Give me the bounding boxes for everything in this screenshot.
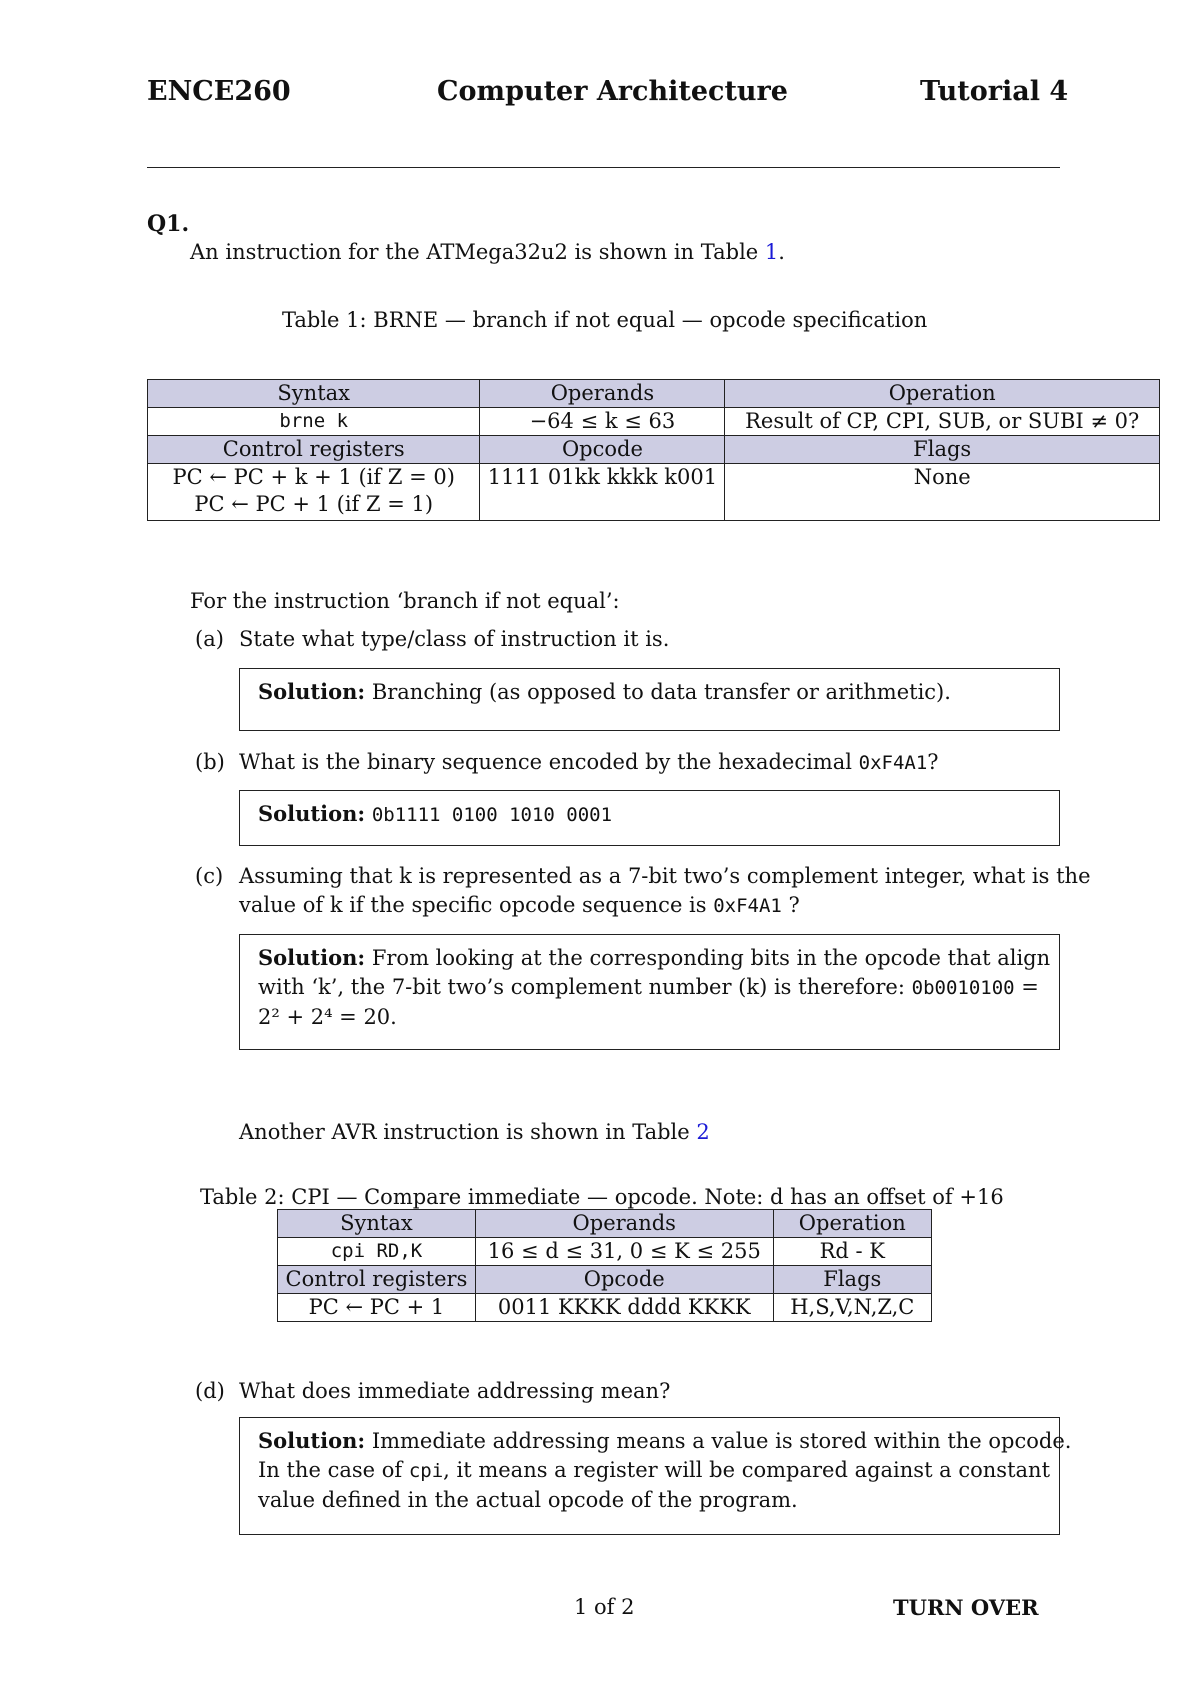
part-d-solution-text2: In the case of	[258, 1458, 409, 1482]
table1-header-opcode: Opcode	[480, 436, 725, 464]
part-b-question-end: ?	[927, 750, 939, 774]
part-d-solution-text2b: , it means a register will be compared against a constant	[443, 1458, 1051, 1482]
table2-header-row	[278, 1210, 932, 1238]
another-instruction	[239, 1118, 710, 1147]
table2-flags: H,S,V,N,Z,C	[773, 1294, 931, 1322]
table2-header-control: Control registers	[278, 1266, 476, 1294]
part-d-solution-text1: Immediate addressing means a value is stored within the opcode.	[371, 1429, 1072, 1453]
part-c-solution-line3: 2² + 2⁴ = 20.	[258, 1005, 397, 1029]
part-d-solution-line1	[258, 1426, 1072, 1456]
part-d-solution-line3: value defined in the actual opcode of the program.	[258, 1488, 798, 1512]
part-c-question	[239, 862, 1091, 921]
turn-over: TURN OVER	[893, 1595, 1039, 1620]
part-c-label: (c)	[195, 864, 224, 888]
part-c-solution-text1: From looking at the corresponding bits in the opcode that align	[371, 946, 1051, 970]
course-title: Computer Architecture	[437, 76, 788, 107]
table1-header-syntax: Syntax	[148, 380, 480, 408]
another-instruction-text: Another AVR instruction is shown in Table	[239, 1120, 697, 1144]
part-c-solution-eq: =	[1014, 975, 1039, 999]
part-c-solution-line2	[258, 973, 1041, 1003]
table2-header-flags: Flags	[773, 1266, 931, 1294]
table1-row-2	[148, 464, 1160, 521]
table1-header-row-2	[148, 436, 1160, 464]
table2-header-opcode: Opcode	[475, 1266, 773, 1294]
table1-flags: None	[725, 464, 1160, 521]
part-b-solution-text: 0b1111 0100 1010 0001	[371, 804, 613, 826]
q1-intro-end: .	[778, 240, 785, 264]
solution-label: Solution:	[258, 1428, 366, 1453]
part-a-question: State what type/class of instruction it is.	[239, 627, 670, 651]
part-c-solution-line1	[258, 943, 1051, 973]
part-b-label: (b)	[195, 750, 225, 774]
table1-control	[148, 464, 480, 521]
table2-row	[278, 1238, 932, 1266]
table2-control: PC ← PC + 1	[278, 1294, 476, 1322]
part-c-binary: 0b0010100	[911, 977, 1015, 999]
table2-opcode: 0011 KKKK dddd KKKK	[475, 1294, 773, 1322]
table1-header-flags: Flags	[725, 436, 1160, 464]
part-b-hex: 0xF4A1	[858, 752, 928, 774]
table1-header-operation: Operation	[725, 380, 1160, 408]
table2-header-syntax: Syntax	[278, 1210, 476, 1238]
table2-header-row-2	[278, 1266, 932, 1294]
table1-caption: Table 1: BRNE — branch if not equal — opcode specification	[282, 308, 928, 332]
part-a-solution-text: Branching (as opposed to data transfer or arithmetic).	[371, 680, 951, 704]
table1	[147, 379, 1160, 521]
table2-header-operation: Operation	[773, 1210, 931, 1238]
table2-row-2	[278, 1294, 932, 1322]
table2-caption: Table 2: CPI — Compare immediate — opcode. Note: d has an offset of +16	[200, 1185, 1004, 1209]
table1-ref-link[interactable]: 1	[764, 240, 779, 264]
table1-header-control: Control registers	[148, 436, 480, 464]
q1-intro-text: An instruction for the ATMega32u2 is shown in Table	[190, 240, 765, 264]
table1-syntax: brne k	[148, 408, 480, 436]
part-b-question	[239, 748, 939, 778]
part-d-question: What does immediate addressing mean?	[239, 1379, 671, 1403]
instruction-prompt: For the instruction ‘branch if not equal’:	[190, 589, 620, 613]
solution-label: Solution:	[258, 945, 366, 970]
part-c-solution-text2: with ‘k’, the 7-bit two’s complement number (k) is therefore:	[258, 975, 912, 999]
part-c-hex: 0xF4A1	[713, 895, 782, 917]
table1-control-line1: PC ← PC + k + 1 (if Z = 0)	[172, 465, 455, 489]
part-d-label: (d)	[195, 1379, 225, 1403]
course-code: ENCE260	[147, 76, 291, 107]
table1-header-row	[148, 380, 1160, 408]
table2-ref-link[interactable]: 2	[696, 1120, 710, 1144]
part-d-solution-line2	[258, 1456, 1051, 1486]
part-a-label: (a)	[195, 627, 224, 651]
part-b-solution	[239, 790, 1060, 846]
part-d-cpi: cpi	[408, 1460, 444, 1482]
table1-operands: −64 ≤ k ≤ 63	[480, 408, 725, 436]
page-number: 1 of 2	[574, 1595, 635, 1619]
table1-row	[148, 408, 1160, 436]
table2-syntax: cpi RD,K	[278, 1238, 476, 1266]
table1-operation: Result of CP, CPI, SUB, or SUBI ≠ 0?	[725, 408, 1160, 436]
part-c-question-line2-text: value of k if the specific opcode sequence is	[239, 893, 714, 917]
header-rule	[147, 167, 1060, 168]
part-d-solution	[239, 1417, 1072, 1535]
table1-control-line2: PC ← PC + 1 (if Z = 1)	[194, 492, 434, 516]
q1-intro	[190, 238, 785, 267]
tutorial-label: Tutorial 4	[920, 76, 1069, 107]
part-a-solution	[239, 668, 1060, 731]
table2	[277, 1209, 932, 1322]
question-label: Q1.	[147, 211, 190, 237]
table1-header-operands: Operands	[480, 380, 725, 408]
part-c-question-end: ?	[781, 893, 800, 917]
part-c-question-line2	[239, 891, 1091, 921]
part-c-question-line1: Assuming that k is represented as a 7-bit two’s complement integer, what is the	[239, 864, 1091, 888]
table1-opcode: 1111 01kk kkkk k001	[480, 464, 725, 521]
table2-header-operands: Operands	[475, 1210, 773, 1238]
part-b-question-text: What is the binary sequence encoded by the hexadecimal	[239, 750, 859, 774]
solution-label: Solution:	[258, 679, 366, 704]
solution-label: Solution:	[258, 801, 366, 826]
part-c-solution	[239, 934, 1060, 1050]
table2-operation: Rd - K	[773, 1238, 931, 1266]
table2-operands: 16 ≤ d ≤ 31, 0 ≤ K ≤ 255	[475, 1238, 773, 1266]
